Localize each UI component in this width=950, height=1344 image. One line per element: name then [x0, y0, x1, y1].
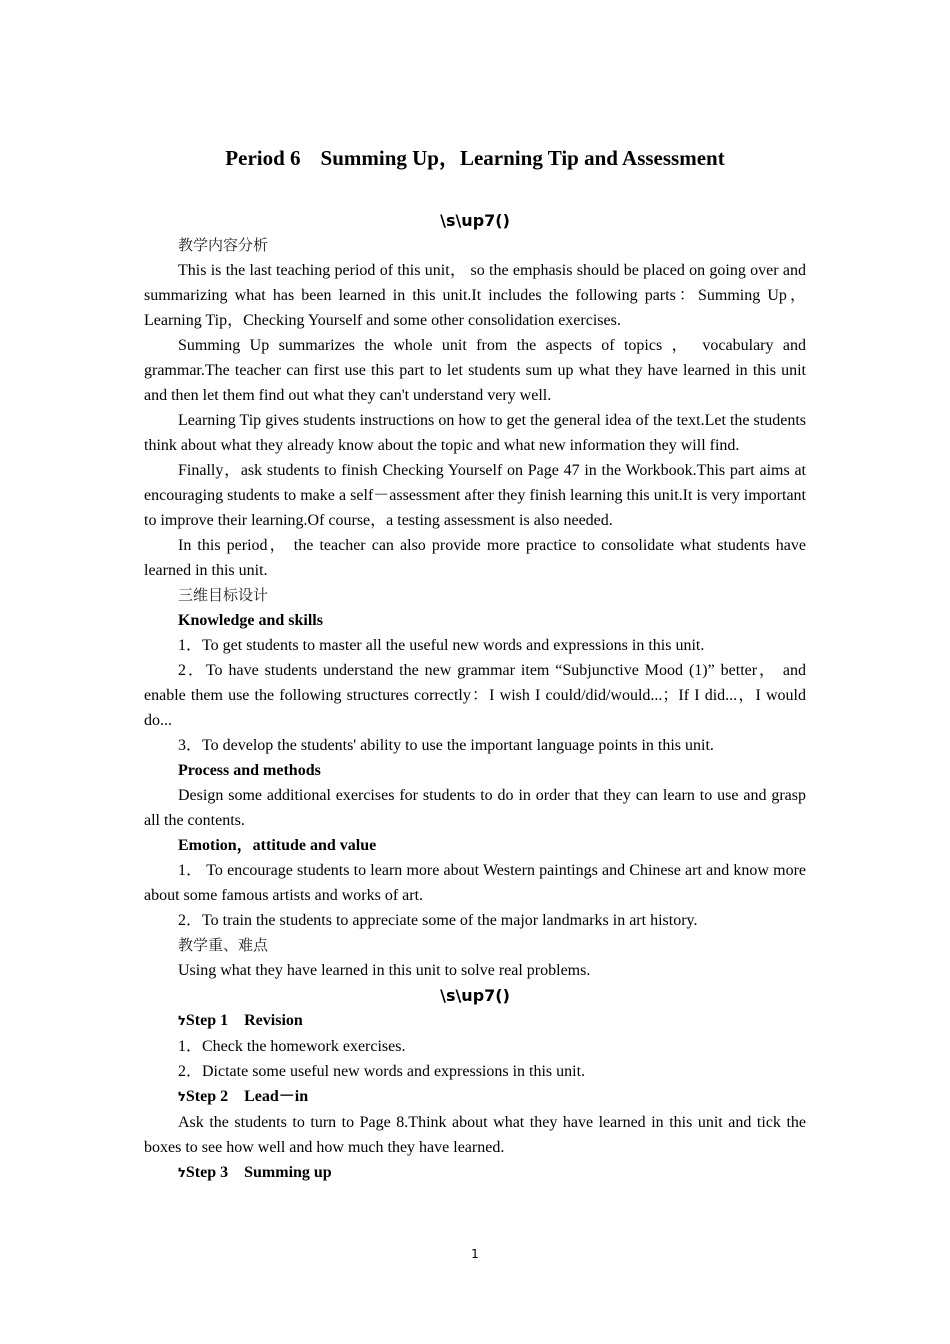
step-2-heading: לStep 2 Lead－in [178, 1088, 309, 1105]
key-points-text: Using what they have learned in this unit to solve real problems. [178, 962, 591, 979]
step-1-heading: לStep 1 Revision [178, 1012, 303, 1029]
step-marker: ל [178, 1090, 186, 1105]
paragraph-5: In this period， the teacher can also provide more practice to consolidate what students have learned in this unit. [144, 537, 806, 579]
knowledge-item: 2．To have students understand the new grammar item “Subjunctive Mood (1)” better， and enable them use the following structures correctly：I wish I could/did/would...；If I did...，I would do... [144, 662, 806, 729]
step-marker: ל [178, 1166, 186, 1181]
step-1-item: 2．Dictate some useful new words and expressions in this unit. [178, 1063, 586, 1080]
step-3-heading: לStep 3 Summing up [178, 1164, 332, 1181]
knowledge-heading: Knowledge and skills [178, 612, 323, 629]
paragraph-3: Learning Tip gives students instructions on how to get the general idea of the text.Let the students think about what they already know about the topic and what new information they will find. [144, 412, 806, 454]
paragraph-4: Finally，ask students to finish Checking Yourself on Page 47 in the Workbook.This part aims at encouraging students to make a self－assessment after they finish learning this unit.It is very important to improve their learning.Of course，a testing assessment is also needed. [144, 462, 806, 529]
knowledge-item: 1．To get students to master all the useful new words and expressions in this unit. [178, 637, 705, 654]
heading-key-points: 教学重、难点 [178, 936, 269, 954]
document-body [144, 208, 806, 1186]
paragraph-1: This is the last teaching period of this unit， so the emphasis should be placed on going over and summarizing what has been learned in this unit.It includes the following parts：Summing Up，Learning Tip，Checking Yourself and some other consolidation exercises. [144, 262, 807, 329]
page-number: 1 [471, 1247, 479, 1261]
step-1-item: 1．Check the homework exercises. [178, 1038, 406, 1055]
step-2-text: Ask the students to turn to Page 8.Think about what they have learned in this unit and tick the boxes to see how well and how much they have learned. [144, 1114, 806, 1156]
knowledge-item: 3．To develop the students' ability to use the important language points in this unit. [178, 737, 714, 754]
heading-goals: 三维目标设计 [178, 586, 269, 604]
heading-analysis: 教学内容分析 [178, 236, 269, 254]
emotion-item: 1． To encourage students to learn more about Western paintings and Chinese art and know more about some famous artists and works of art. [144, 862, 806, 904]
field-code: \s\up7() [440, 986, 510, 1005]
process-heading: Process and methods [178, 762, 321, 779]
emotion-item: 2．To train the students to appreciate some of the major landmarks in art history. [178, 912, 698, 929]
title-topic: Summing Up，Learning Tip and Assessment [320, 146, 725, 170]
field-code: \s\up7() [440, 211, 510, 230]
emotion-heading: Emotion，attitude and value [178, 837, 377, 854]
title-period: Period 6 [225, 146, 301, 170]
page-title [0, 143, 950, 173]
step-marker: ל [178, 1014, 186, 1029]
process-text: Design some additional exercises for students to do in order that they can learn to use and grasp all the contents. [144, 787, 806, 829]
paragraph-2: Summing Up summarizes the whole unit from the aspects of topics ， vocabulary and grammar.The teacher can first use this part to let students sum up what they have learned in this unit and then let them find out what they can't understand very well. [144, 337, 806, 404]
